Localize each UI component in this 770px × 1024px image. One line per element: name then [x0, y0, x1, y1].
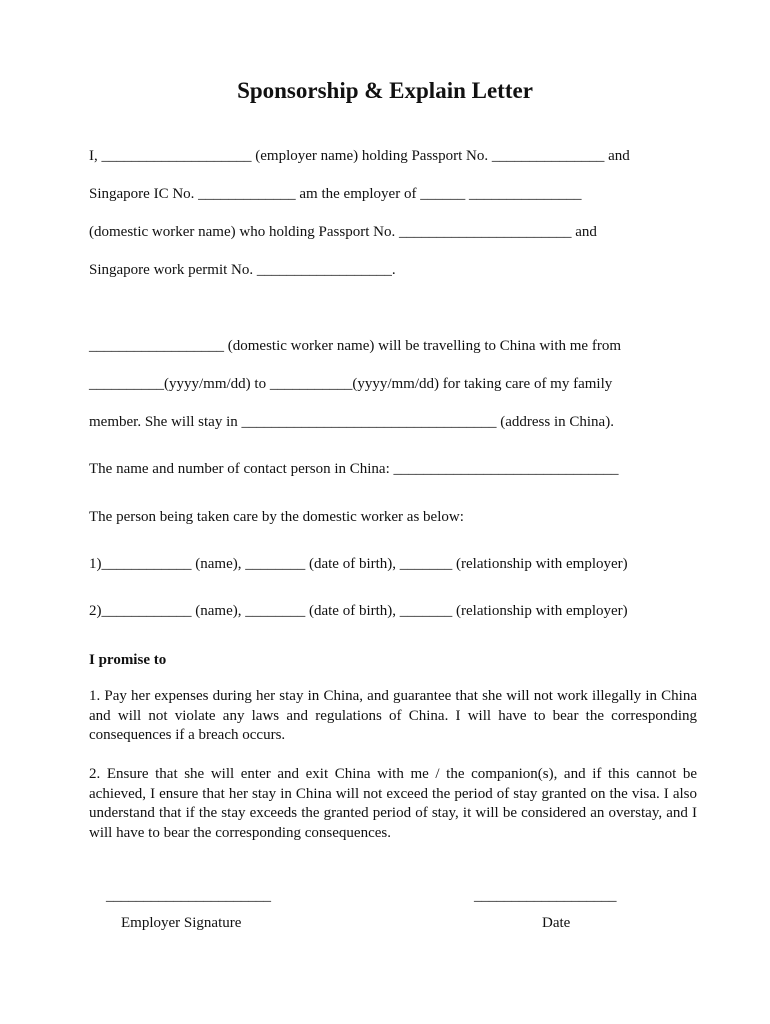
care-intro-line: The person being taken care by the domestic worker as below: [89, 509, 464, 525]
promise-item-1: 1. Pay her expenses during her stay in China, and guarantee that she will not work illegally in China and will not violate any laws and regulations of China. I will have to bear the corresponding consequences if a breach occurs. [89, 688, 697, 743]
travel-line-1: __________________ (domestic worker name) will be travelling to China with me from [89, 338, 621, 354]
declaration-line-4: Singapore work permit No. __________________. [89, 262, 396, 278]
care-person-2: 2)____________ (name), ________ (date of birth), _______ (relationship with employer) [89, 603, 628, 619]
travel-line-3: member. She will stay in __________________________________ (address in China). [89, 414, 614, 430]
date-label: Date [542, 915, 571, 931]
declaration-line-3: (domestic worker name) who holding Passport No. _______________________ and [89, 224, 597, 240]
date-signature-line: ___________________ [474, 888, 617, 904]
declaration-line-1: I, ____________________ (employer name) holding Passport No. _______________ and [89, 148, 630, 164]
employer-signature-label: Employer Signature [121, 915, 242, 931]
travel-line-2: __________(yyyy/mm/dd) to ___________(yyyy/mm/dd) for taking care of my family [89, 376, 613, 392]
contact-person-line: The name and number of contact person in China: ______________________________ [89, 461, 619, 477]
care-person-1: 1)____________ (name), ________ (date of birth), _______ (relationship with employer) [89, 556, 628, 572]
employer-signature-line: ______________________ [106, 888, 271, 904]
letter-title: Sponsorship & Explain Letter [237, 78, 533, 103]
declaration-line-2: Singapore IC No. _____________ am the employer of ______ _______________ [89, 186, 582, 202]
promise-item-2: 2. Ensure that she will enter and exit China with me / the companion(s), and if this cannot be achieved, I ensure that her stay in China will not exceed the period of stay granted on the visa. I also understand that if the stay exceeds the granted period of stay, it will be considered an overstay, and I will have to bear the corresponding consequences. [89, 766, 697, 841]
promise-heading: I promise to [89, 652, 167, 668]
